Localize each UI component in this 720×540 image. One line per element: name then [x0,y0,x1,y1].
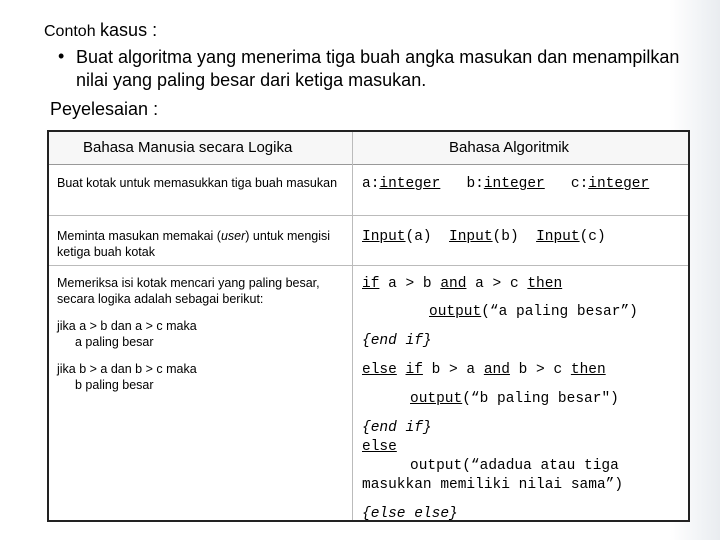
column-header-logic: Bahasa Manusia secara Logika [83,139,293,156]
table-header [49,132,688,165]
row1-logic-text: Buat kotak untuk memasukkan tiga buah masukan [57,176,338,190]
row2-input-statements: Input(a) Input(b) Input(c) [362,229,606,245]
row3-case2: jika b > a dan b > c maka b paling besar [57,362,197,392]
row2-logic-text: Meminta masukan memakai (user) untuk mengisi ketiga buah kotak [57,229,331,259]
row3-logic-intro: Memeriksa isi kotak mencari yang paling besar, secara logika adalah sebagai berikut: [57,276,320,306]
output-a-statement: output(“a paling besar”) [429,304,638,320]
column-header-algorithmic: Bahasa Algoritmik [449,139,570,156]
if-statement-a: if a > b and a > c then [362,276,563,292]
else-statement: else [362,439,397,455]
heading-kasus: kasus : [100,20,158,40]
task-description: Buat algoritma yang menerima tiga buah angka masukan dan menampilkan nilai yang paling besar dari ketiga masukan. [76,47,680,90]
column-divider [352,132,353,520]
comparison-table [47,130,690,522]
row3-case1: jika a > b dan a > c maka a paling besar [57,319,197,349]
output-c-continuation: masukkan memiliki nilai sama”) [362,477,624,493]
end-else-comment: {else else} [362,506,458,522]
example-heading [44,20,157,41]
bullet-icon: • [58,46,65,66]
row-divider [49,265,688,266]
row-divider [49,215,688,216]
output-b-statement: output(“b paling besar") [410,391,619,407]
end-if-comment: {end if} [362,333,432,349]
row1-declarations: a:integer b:integer c:integer [362,176,650,192]
solution-label: Peyelesaian : [50,99,159,119]
else-if-statement-b: else if b > a and b > c then [362,362,606,378]
heading-contoh: Contoh [44,23,101,40]
end-if-comment-2: {end if} [362,420,432,436]
output-c-statement: output(“adadua atau tiga [410,458,619,474]
